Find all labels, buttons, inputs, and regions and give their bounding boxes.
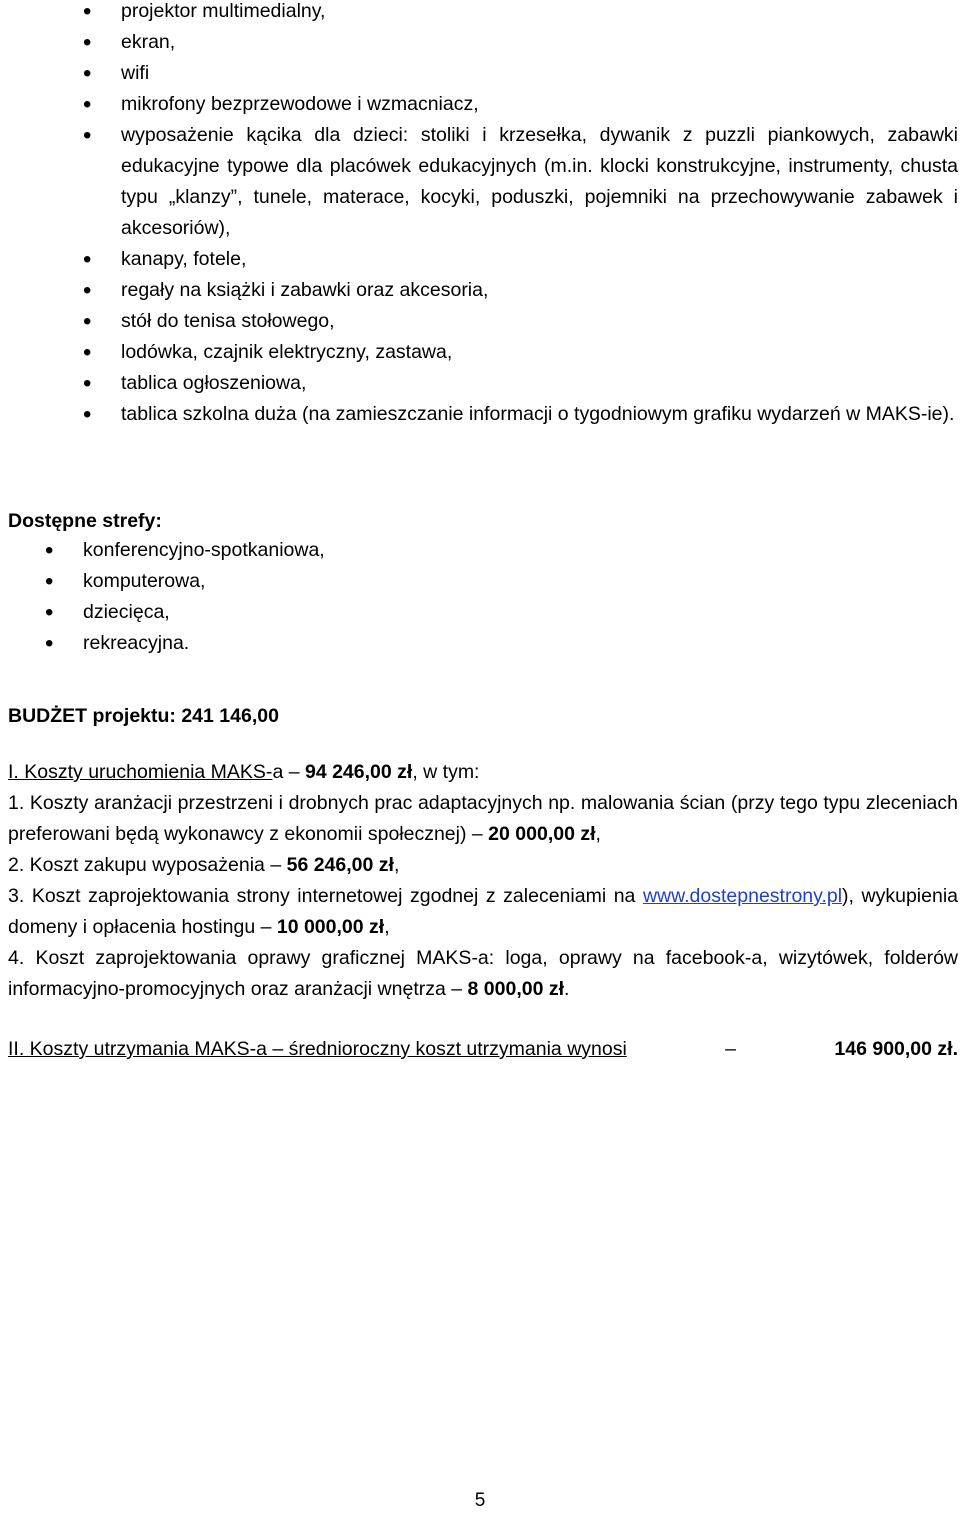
cost-item-text: 1. Koszty aranżacji przestrzeni i drobnych prac adaptacyjnych np. malowania ścian (przy tego typu zleceniach preferowani będą wykonawcy z ekonomii społecznej) – (8, 792, 958, 845)
zones-list (83, 535, 943, 659)
maintenance-costs-line (8, 1034, 958, 1065)
cost-item-suffix: , (595, 823, 601, 845)
cost-item-suffix: . (564, 978, 570, 1000)
list-item: • lodówka, czajnik elektryczny, zastawa, (121, 337, 958, 368)
list-item: • regały na książki i zabawki oraz akcesoria, (121, 275, 958, 306)
page-number: 5 (474, 1490, 486, 1511)
cost-item-text-2: ), wykupienia domeny i opłacenia hostingu – (8, 885, 958, 938)
list-item: • wifi (121, 58, 958, 89)
startup-costs-mid: a – (272, 761, 305, 783)
list-item: • dziecięca, (83, 597, 943, 628)
equipment-list (121, 0, 958, 430)
maintenance-costs-label: II. Koszty utrzymania MAKS-a – średnioroczny koszt utrzymania wynosi (8, 1038, 627, 1060)
cost-item-2 (8, 850, 958, 881)
list-item: • tablica szkolna duża (na zamieszczanie informacji o tygodniowym grafiku wydarzeń w MAKS-ie). (121, 399, 958, 430)
list-item: • ekran, (121, 27, 958, 58)
startup-costs-suffix: , w tym: (412, 761, 480, 783)
list-item: • kanapy, fotele, (121, 244, 958, 275)
cost-item-amount: 20 000,00 zł (488, 823, 596, 845)
list-item: • projektor multimedialny, (121, 0, 958, 27)
startup-costs-label: I. Koszty uruchomienia MAKS- (8, 761, 273, 783)
list-item: • konferencyjno-spotkaniowa, (83, 535, 943, 566)
cost-item-amount: 56 246,00 zł (286, 854, 394, 876)
list-item: • mikrofony bezprzewodowe i wzmacniacz, (121, 89, 958, 120)
cost-item-suffix: , (393, 854, 400, 876)
cost-item-amount: 10 000,00 zł (276, 916, 385, 938)
cost-item-1 (8, 788, 958, 850)
cost-item-3 (8, 881, 958, 943)
list-item: • stół do tenisa stołowego, (121, 306, 958, 337)
list-item: • tablica ogłoszeniowa, (121, 368, 958, 399)
cost-item-4 (8, 943, 958, 1005)
list-item: • komputerowa, (83, 566, 943, 597)
costs-section (8, 757, 958, 1005)
list-item: • rekreacyjna. (83, 628, 943, 659)
startup-costs-heading (8, 757, 958, 788)
budget-heading: BUDŻET projektu: 241 146,00 (8, 705, 279, 727)
cost-item-text: 4. Koszt zaprojektowania oprawy graficznej MAKS-a: loga, oprawy na facebook-a, wizytówek, folderów informacyjno-promocyjnych oraz aranżacji wnętrza – (8, 947, 958, 1000)
zones-heading: Dostępne strefy: (8, 510, 162, 532)
cost-item-amount: 8 000,00 zł (467, 978, 565, 1000)
list-item: • wyposażenie kącika dla dzieci: stoliki i krzesełka, dywanik z puzzli piankowych, zabawki edukacyjne typowe dla placówek edukacyjnych (m.in. klocki konstrukcyjne, instrumenty, chusta typu „klanzy”, tunele, materace, kocyki, poduszki, pojemniki na przechowywanie zabawek i akcesoriów), (121, 120, 958, 244)
website-link[interactable]: www.dostepnestrony.pl (642, 885, 843, 907)
startup-costs-amount: 94 246,00 zł (304, 761, 413, 783)
cost-item-suffix: , (384, 916, 390, 938)
maintenance-costs-amount: 146 900,00 zł. (834, 1038, 958, 1060)
cost-item-text: 3. Koszt zaprojektowania strony internetowej zgodnej z zaleceniami na (8, 885, 643, 907)
maintenance-dash: – (725, 1038, 737, 1060)
cost-item-text: 2. Koszt zakupu wyposażenia – (8, 854, 287, 876)
